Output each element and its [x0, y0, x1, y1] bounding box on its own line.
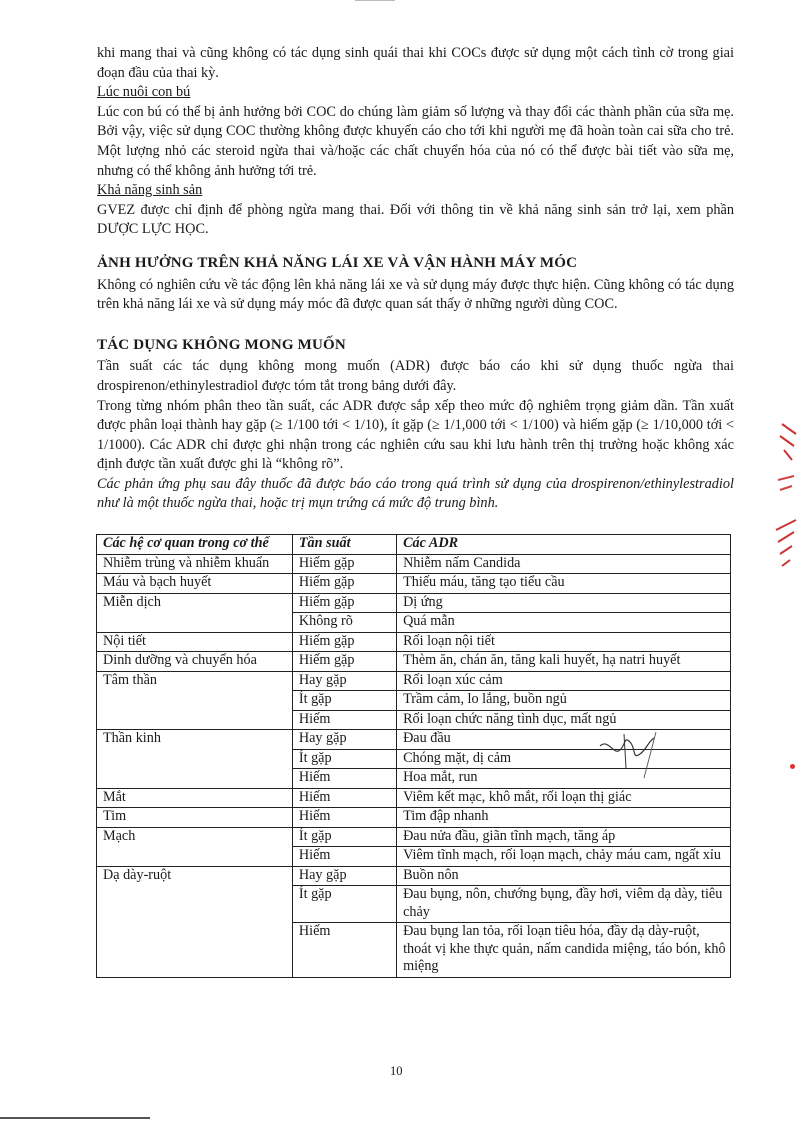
- adr-cell: Đau nửa đầu, giãn tĩnh mạch, tăng áp: [397, 827, 731, 847]
- frequency-cell: Hiếm: [292, 923, 396, 978]
- organ-cell: Tim: [97, 808, 293, 828]
- organ-cell: Tâm thần: [97, 671, 293, 730]
- adr-cell: Hoa mắt, run: [397, 769, 731, 789]
- frequency-cell: Hiếm gặp: [292, 554, 396, 574]
- table-row: [97, 788, 731, 808]
- adr-cell: Trầm cảm, lo lắng, buồn ngủ: [397, 691, 731, 711]
- frequency-cell: Ít gặp: [292, 827, 396, 847]
- fertility-heading: Khả năng sinh sản: [97, 182, 203, 199]
- adr-cell: Quá mẫn: [397, 613, 731, 633]
- frequency-cell: Hay gặp: [292, 730, 396, 750]
- adr-cell: Đau đầu: [397, 730, 731, 750]
- document-body: [97, 44, 734, 514]
- frequency-cell: Hiếm: [292, 808, 396, 828]
- adr-cell: Thèm ăn, chán ăn, tăng kali huyết, hạ natri huyết: [397, 652, 731, 672]
- lactation-text: Lúc con bú có thể bị ảnh hưởng bởi COC do chúng làm giảm số lượng và thay đổi các thành phần của sữa mẹ. Bởi vậy, việc sử dụng COC thường không được khuyến cáo cho tới khi người mẹ đã hoàn toàn cai sữa cho trẻ. Một lượng nhỏ các steroid ngừa thai và/hoặc các chất chuyển hóa của nó có thể được bài tiết vào sữa mẹ, nhưng có thể không ảnh hưởng tới trẻ.: [97, 103, 734, 179]
- table-row: [97, 866, 731, 886]
- organ-cell: Máu và bạch huyết: [97, 574, 293, 594]
- frequency-cell: Hiếm: [292, 788, 396, 808]
- adr-cell: Rối loạn chức năng tình dục, mất ngủ: [397, 710, 731, 730]
- adr-cell: Đau bụng, nôn, chướng bụng, đầy hơi, viêm dạ dày, tiêu chảy: [397, 886, 731, 923]
- pregnancy-continuation: khi mang thai và cũng không có tác dụng sinh quái thai khi COCs được sử dụng một cách tình cờ trong giai đoạn đầu của thai kỳ.: [97, 45, 734, 81]
- handwritten-signature: [596, 728, 666, 780]
- table-header-row: [97, 535, 731, 555]
- top-edge-mark: [355, 0, 395, 1]
- organ-cell: Thần kinh: [97, 730, 293, 789]
- table-row: [97, 671, 731, 691]
- adr-cell: Rối loạn nội tiết: [397, 632, 731, 652]
- organ-cell: Dạ dày-ruột: [97, 866, 293, 977]
- fertility-text: GVEZ được chỉ định để phòng ngừa mang thai. Đối với thông tin về khả năng sinh sản trở lại, xem phần DƯỢC LỰC HỌC.: [97, 201, 734, 238]
- organ-cell: Nhiễm trùng và nhiễm khuẩn: [97, 554, 293, 574]
- adr-intro: Tần suất các tác dụng không mong muốn (ADR) được báo cáo khi sử dụng thuốc ngừa thai drospirenon/ethinylestradiol được tóm tắt trong bảng dưới đây.: [97, 358, 734, 394]
- frequency-cell: Hiếm: [292, 769, 396, 789]
- frequency-cell: Hiếm gặp: [292, 632, 396, 652]
- frequency-cell: Không rõ: [292, 613, 396, 633]
- table-row: [97, 827, 731, 847]
- frequency-cell: Hiếm: [292, 847, 396, 867]
- adr-section-heading: TÁC DỤNG KHÔNG MONG MUỐN: [97, 336, 346, 353]
- adr-cell: Viêm kết mạc, khô mắt, rối loạn thị giác: [397, 788, 731, 808]
- table-row: [97, 652, 731, 672]
- red-stamp-mark: [772, 420, 799, 580]
- adr-cell: Nhiễm nấm Candida: [397, 554, 731, 574]
- organ-cell: Dinh dưỡng và chuyển hóa: [97, 652, 293, 672]
- adr-cell: Chóng mặt, dị cảm: [397, 749, 731, 769]
- frequency-cell: Hiếm: [292, 710, 396, 730]
- table-row: [97, 593, 731, 613]
- adr-cell: Đau bụng lan tỏa, rối loạn tiêu hóa, đầy dạ dày-ruột, thoát vị khe thực quản, nấm candida miệng, táo bón, khô miệng: [397, 923, 731, 978]
- table-row: [97, 808, 731, 828]
- bottom-edge-mark: [0, 1117, 150, 1119]
- frequency-cell: Hiếm gặp: [292, 574, 396, 594]
- header-adr: Các ADR: [397, 535, 731, 555]
- driving-text: Không có nghiên cứu về tác động lên khả năng lái xe và sử dụng máy được thực hiện. Cũng không có tác dụng trên khả năng lái xe và sử dụng máy móc đã được quan sát thấy ở những người dùng COC.: [97, 276, 734, 313]
- table-row: [97, 632, 731, 652]
- adr-cell: Rối loạn xúc cảm: [397, 671, 731, 691]
- frequency-cell: Hay gặp: [292, 671, 396, 691]
- header-frequency: Tần suất: [292, 535, 396, 555]
- frequency-cell: Ít gặp: [292, 691, 396, 711]
- adr-frequency-text: Trong từng nhóm phân theo tần suất, các ADR được sắp xếp theo mức độ nghiêm trọng giảm dần. Tần xuất được phân loại thành hay gặp (≥ 1/100 tới < 1/10), ít gặp (≥ 1/1,000 tới < 1/100) và hiếm gặp (≥ 1/10,000 tới < 1/1000). Các ADR chỉ được ghi nhận trong các nghiên cứu sau khi lưu hành trên thị trường hoặc không xác định được tần xuất được ghi là “không rõ”.: [97, 397, 734, 473]
- table-row: [97, 554, 731, 574]
- frequency-cell: Hiếm gặp: [292, 652, 396, 672]
- organ-cell: Mắt: [97, 788, 293, 808]
- page-number: 10: [390, 1064, 403, 1078]
- red-ink-dot: [790, 764, 795, 769]
- adr-cell: Viêm tĩnh mạch, rối loạn mạch, chảy máu cam, ngất xỉu: [397, 847, 731, 867]
- lactation-heading: Lúc nuôi con bú: [97, 84, 191, 101]
- adr-cell: Thiếu máu, tăng tạo tiểu cầu: [397, 574, 731, 594]
- frequency-cell: Ít gặp: [292, 886, 396, 923]
- organ-cell: Mạch: [97, 827, 293, 866]
- frequency-cell: Hay gặp: [292, 866, 396, 886]
- organ-cell: Nội tiết: [97, 632, 293, 652]
- adr-cell: Dị ứng: [397, 593, 731, 613]
- driving-section-heading: ẢNH HƯỞNG TRÊN KHẢ NĂNG LÁI XE VÀ VẬN HÀNH MÁY MÓC: [97, 254, 578, 271]
- header-organ: Các hệ cơ quan trong cơ thể: [97, 535, 293, 555]
- table-row: [97, 574, 731, 594]
- organ-cell: Miễn dịch: [97, 593, 293, 632]
- adr-cell: Tim đập nhanh: [397, 808, 731, 828]
- frequency-cell: Hiếm gặp: [292, 593, 396, 613]
- frequency-cell: Ít gặp: [292, 749, 396, 769]
- adr-italic-note: Các phản ứng phụ sau đây thuốc đã được báo cáo trong quá trình sử dụng của drospirenon/ethinylestradiol như là một thuốc ngừa thai, hoặc trị mụn trứng cá mức độ trung bình.: [97, 475, 734, 512]
- adr-cell: Buồn nôn: [397, 866, 731, 886]
